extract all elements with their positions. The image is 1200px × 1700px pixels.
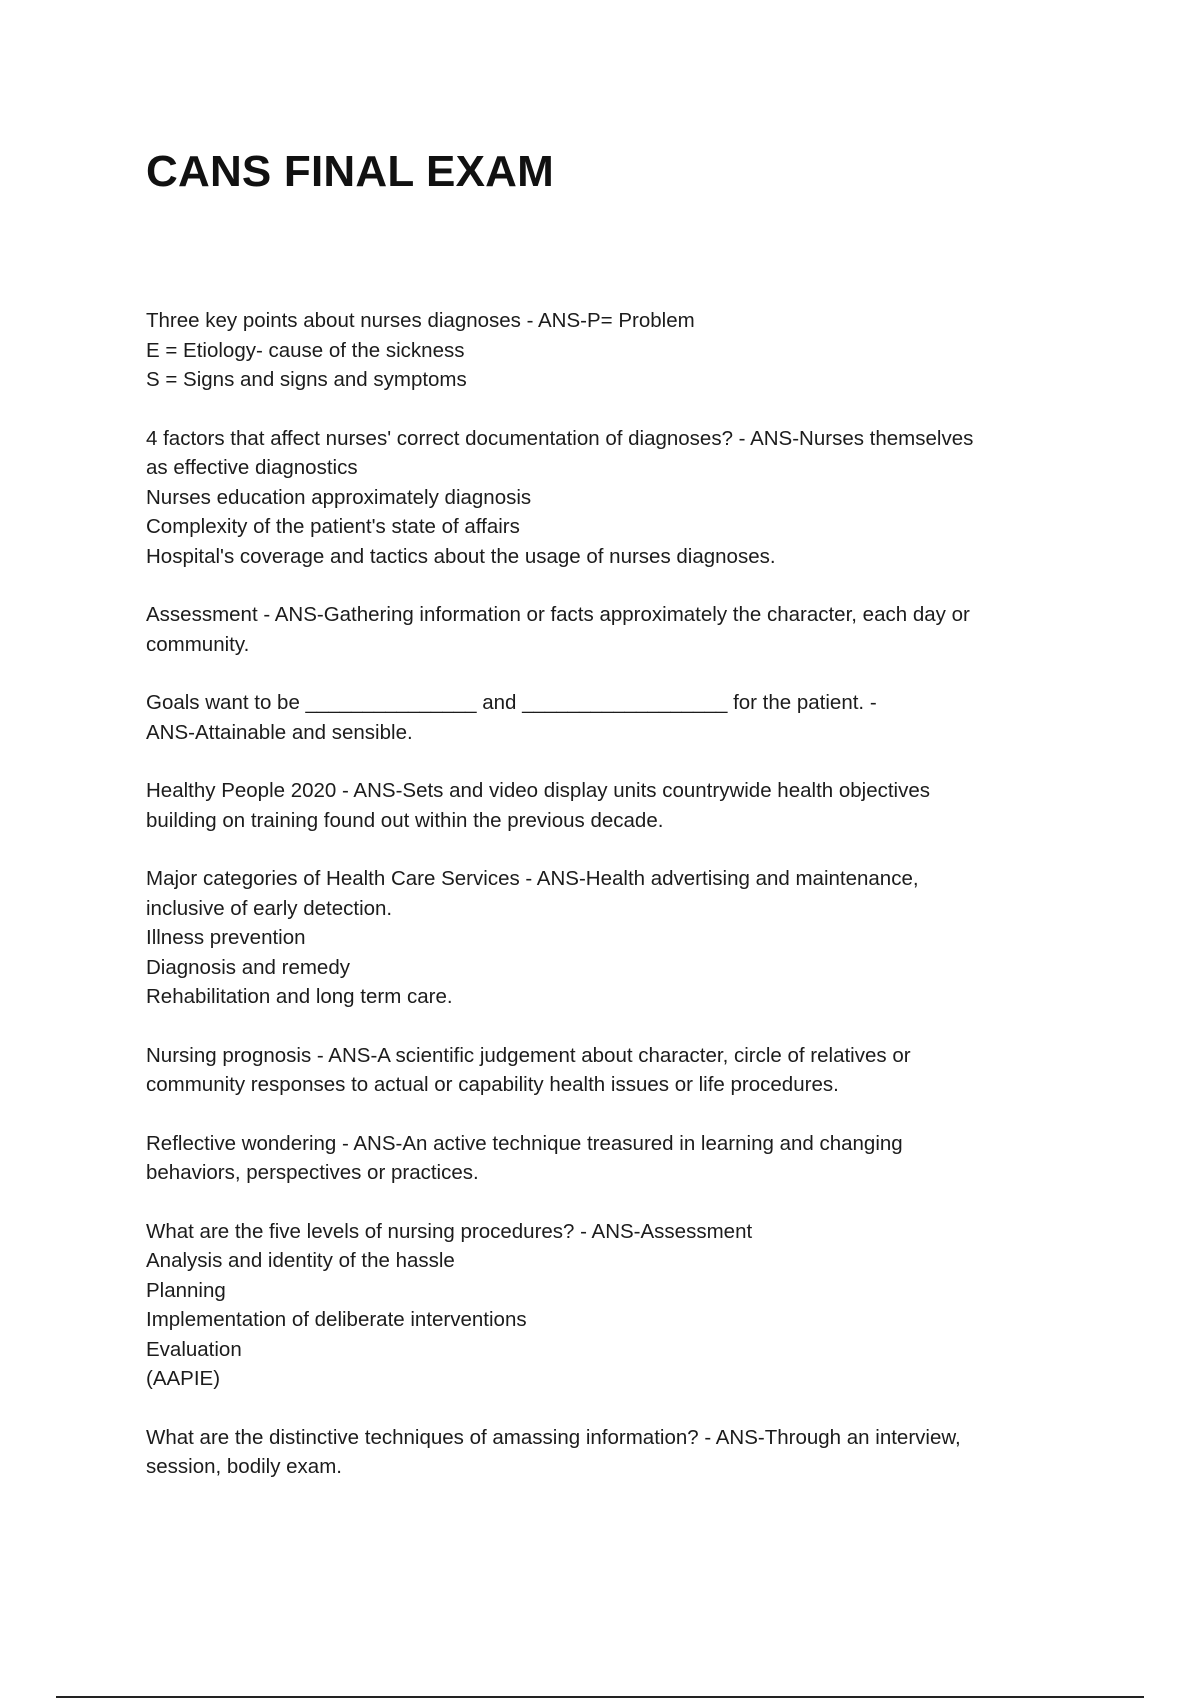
qa-line: session, bodily exam. [146, 1455, 342, 1478]
qa-line: building on training found out within the previous decade. [146, 808, 664, 832]
qa-entry [146, 600, 1056, 659]
qa-line: What are the distinctive techniques of amassing information? - ANS-Through an interview, [146, 1425, 961, 1449]
qa-line: Assessment - ANS-Gathering information or facts approximately the character, each day or [146, 603, 970, 626]
qa-entry [146, 1041, 1056, 1100]
qa-line: Nursing prognosis - ANS-A scientific judgement about character, circle of relatives or [146, 1043, 911, 1067]
qa-line: Analysis and identity of the hassle [146, 1249, 455, 1272]
qa-line: Implementation of deliberate interventions [146, 1308, 527, 1331]
qa-line: Diagnosis and remedy [146, 955, 350, 979]
qa-line: (AAPIE) [146, 1367, 221, 1390]
footer-divider [56, 1696, 1144, 1698]
qa-line: What are the five levels of nursing procedures? - ANS-Assessment [146, 1219, 753, 1243]
qa-line: Rehabilitation and long term care. [146, 985, 453, 1008]
qa-line: Reflective wondering - ANS-An active technique treasured in learning and changing [146, 1131, 903, 1155]
page-title: CANS FINAL EXAM [146, 147, 554, 196]
qa-entry [146, 776, 1056, 835]
qa-entry [146, 688, 1056, 747]
qa-line: Evaluation [146, 1337, 242, 1361]
qa-entry [146, 1129, 1056, 1188]
qa-entry [146, 864, 1056, 1012]
qa-list [146, 306, 1056, 1511]
qa-line: S = Signs and signs and symptoms [146, 368, 467, 391]
qa-line: as effective diagnostics [146, 456, 358, 479]
qa-line: Complexity of the patient's state of affairs [146, 515, 520, 538]
qa-line: Nurses education approximately diagnosis [146, 485, 532, 509]
qa-line: E = Etiology- cause of the sickness [146, 338, 465, 362]
qa-line: behaviors, perspectives or practices. [146, 1161, 479, 1184]
qa-entry [146, 306, 1056, 395]
qa-line: community responses to actual or capability health issues or life procedures. [146, 1073, 839, 1096]
qa-line: Healthy People 2020 - ANS-Sets and video display units countrywide health objectives [146, 779, 931, 802]
qa-line: community. [146, 632, 250, 656]
qa-entry [146, 1217, 1056, 1394]
qa-line: inclusive of early detection. [146, 896, 393, 920]
qa-entry [146, 1423, 1056, 1482]
qa-line: Illness prevention [146, 926, 306, 949]
qa-entry [146, 424, 1056, 572]
qa-line: ANS-Attainable and sensible. [146, 720, 413, 744]
qa-line: Planning [146, 1278, 226, 1302]
qa-line: Goals want to be _______________ and __________________ for the patient. - [146, 691, 877, 714]
qa-line: Major categories of Health Care Services - ANS-Health advertising and maintenance, [146, 867, 919, 890]
qa-line: Hospital's coverage and tactics about the usage of nurses diagnoses. [146, 544, 776, 568]
qa-line: Three key points about nurses diagnoses - ANS-P= Problem [146, 309, 695, 332]
qa-line: 4 factors that affect nurses' correct documentation of diagnoses? - ANS-Nurses themselves [146, 426, 974, 450]
